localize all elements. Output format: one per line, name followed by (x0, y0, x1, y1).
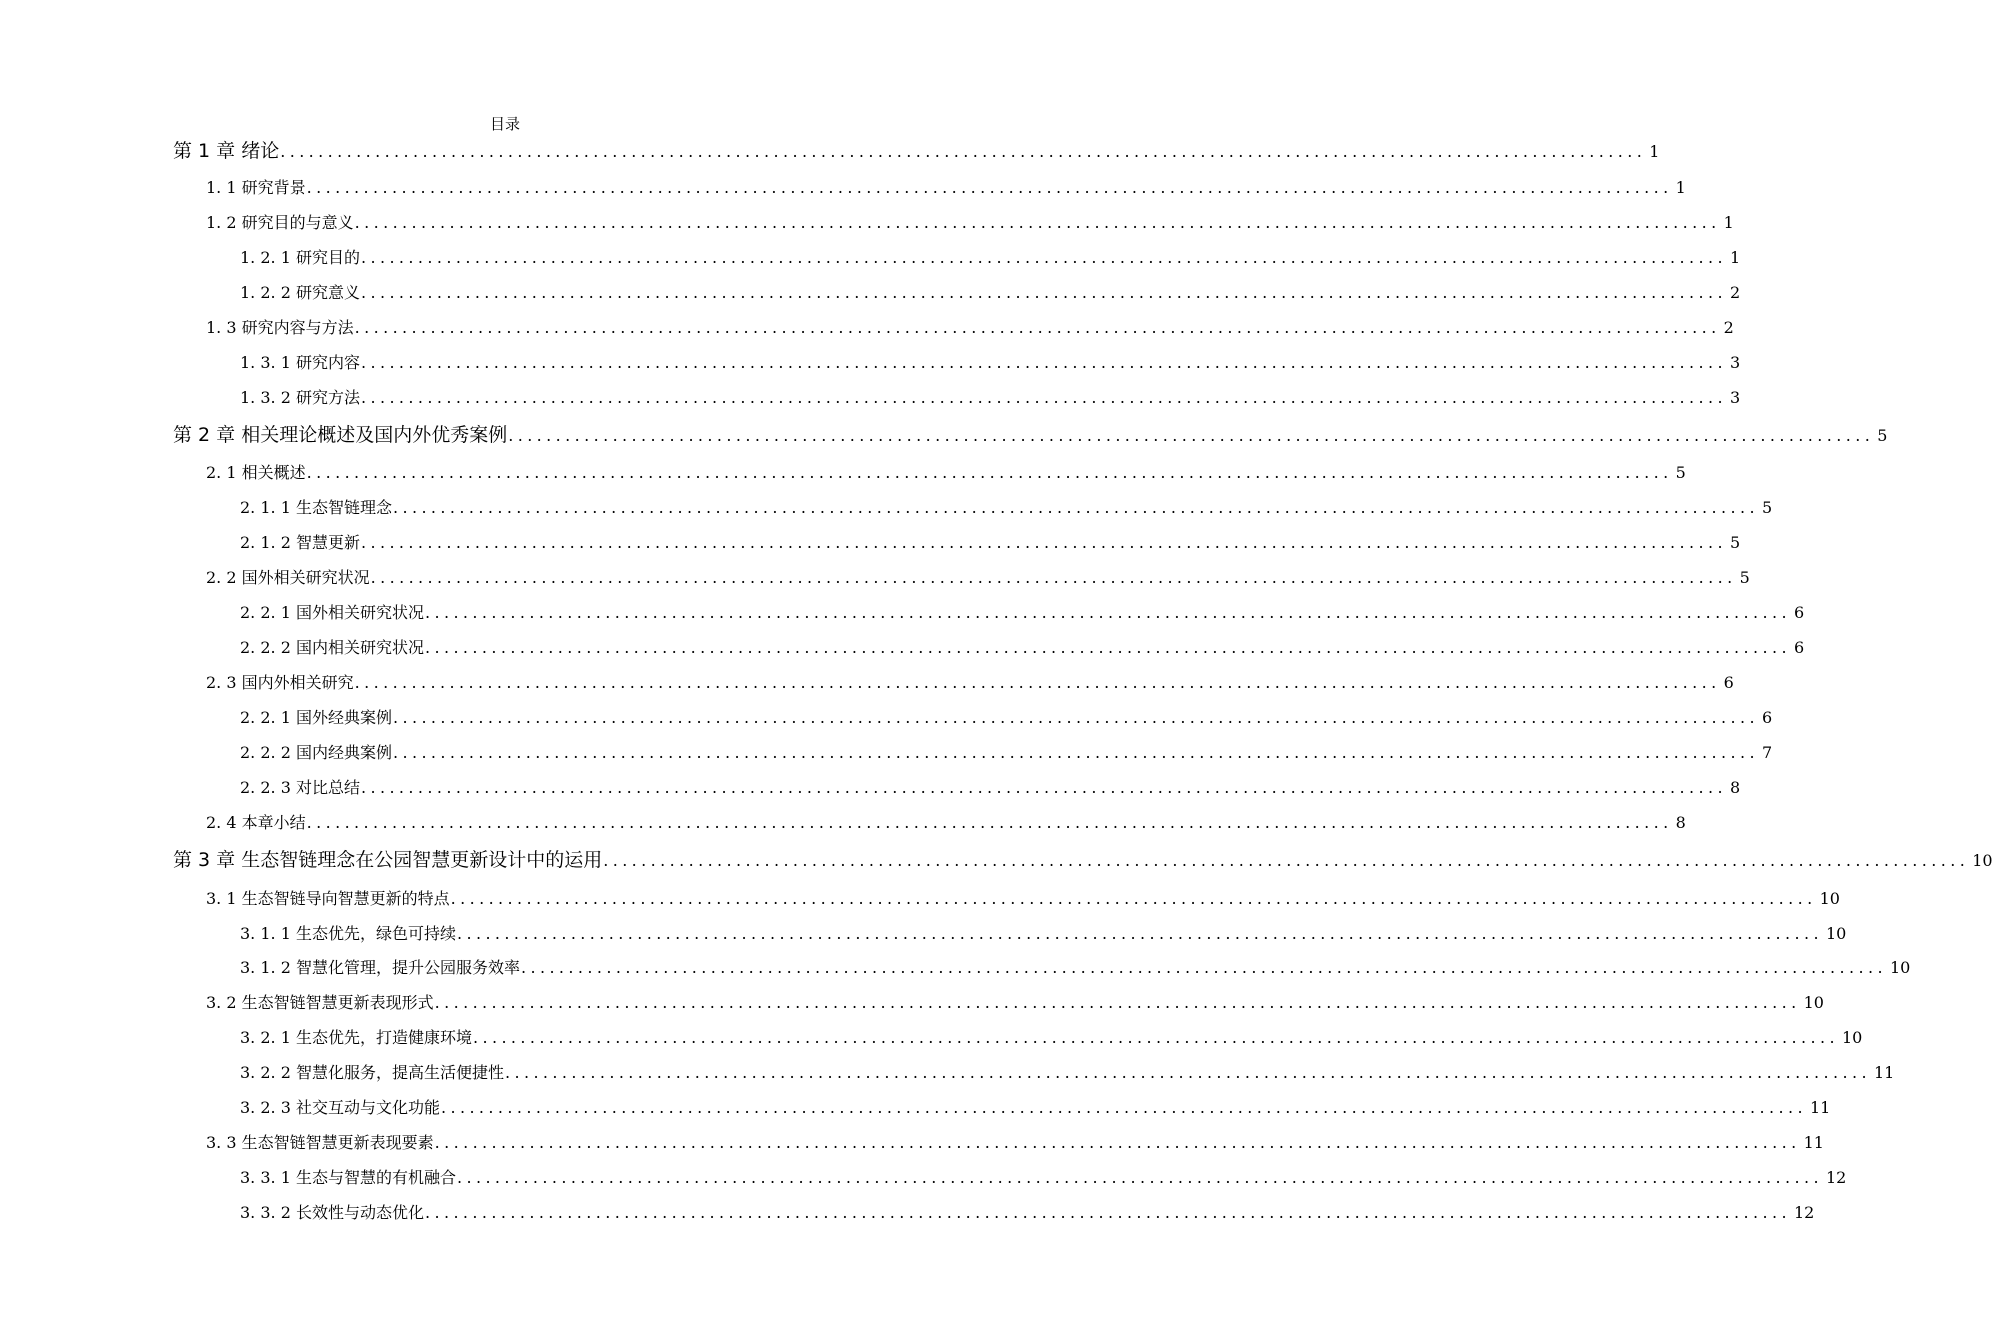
toc-leader-dots: ................................................................................................................................................ (508, 426, 1875, 445)
toc-leader-dots: ................................................................................................................................................ (434, 993, 1801, 1012)
toc-entry-label: 2. 4 本章小结 (206, 813, 306, 832)
toc-leader-dots: ................................................................................................................................................ (456, 1168, 1823, 1187)
toc-entry[interactable] (206, 990, 1824, 1013)
toc-page-number: 12 (1793, 1203, 1815, 1222)
toc-entry[interactable] (206, 210, 1734, 233)
toc-page-number: 1 (1675, 178, 1686, 197)
toc-entry[interactable] (240, 635, 1805, 658)
toc-entry[interactable] (240, 495, 1773, 518)
toc-page-number: 2 (1729, 283, 1741, 302)
toc-page-number: 6 (1793, 638, 1805, 657)
toc-leader-dots: ................................................................................................................................................ (392, 498, 1759, 517)
toc-entry-label: 1. 1 研究背景 (206, 178, 306, 197)
toc-leader-dots: ................................................................................................................................................ (354, 213, 1721, 232)
toc-entry-label: 第 1 章 绪论 (173, 140, 280, 162)
toc-entry[interactable] (240, 600, 1805, 623)
toc-entry-label: 2. 2. 3 对比总结 (240, 778, 360, 797)
toc-leader-dots: ................................................................................................................................................ (424, 1203, 1791, 1222)
toc-entry[interactable] (173, 420, 1888, 447)
toc-entry-label: 2. 2. 1 国外经典案例 (240, 708, 392, 727)
toc-entry-label: 3. 3 生态智链智慧更新表现要素 (206, 1133, 434, 1152)
toc-entry-label: 2. 1 相关概述 (206, 463, 306, 482)
toc-leader-dots: ................................................................................................................................................ (360, 778, 1727, 797)
toc-leader-dots: ................................................................................................................................................ (504, 1063, 1871, 1082)
toc-leader-dots: ................................................................................................................................................ (360, 353, 1727, 372)
toc-page-number: 10 (1819, 889, 1840, 908)
toc-leader-dots: ................................................................................................................................................ (424, 603, 1791, 622)
toc-page-number: 10 (1972, 851, 1993, 870)
toc-entry-label: 3. 3. 2 长效性与动态优化 (240, 1203, 424, 1222)
toc-entry-label: 3. 2. 2 智慧化服务，提高生活便捷性 (240, 1063, 504, 1082)
toc-page-number: 3 (1729, 388, 1741, 407)
toc-page-number: 8 (1675, 813, 1686, 832)
toc-entry-label: 1. 3 研究内容与方法 (206, 318, 354, 337)
toc-leader-dots: ................................................................................................................................................ (306, 463, 1673, 482)
toc-page-number: 5 (1877, 426, 1888, 445)
toc-entry-label: 2. 3 国内外相关研究 (206, 673, 354, 692)
toc-entry[interactable] (240, 245, 1741, 268)
toc-entry[interactable] (173, 845, 1993, 872)
toc-entry[interactable] (206, 810, 1686, 833)
toc-page-number: 2 (1723, 318, 1734, 337)
toc-leader-dots: ................................................................................................................................................ (360, 388, 1727, 407)
toc-entry[interactable] (206, 565, 1750, 588)
toc-leader-dots: ................................................................................................................................................ (434, 1133, 1801, 1152)
toc-entry[interactable] (240, 280, 1741, 303)
toc-leader-dots: ................................................................................................................................................ (440, 1098, 1807, 1117)
toc-entry-label: 1. 2 研究目的与意义 (206, 213, 354, 232)
toc-entry[interactable] (240, 530, 1741, 553)
toc-page-number: 6 (1723, 673, 1734, 692)
toc-leader-dots: ................................................................................................................................................ (472, 1028, 1839, 1047)
toc-entry-label: 3. 1. 2 智慧化管理，提升公园服务效率 (240, 958, 520, 977)
toc-page-number: 11 (1809, 1098, 1831, 1117)
toc-page-number: 1 (1723, 213, 1734, 232)
toc-page-number: 6 (1793, 603, 1805, 622)
toc-page-number: 5 (1761, 498, 1773, 517)
toc-leader-dots: ................................................................................................................................................ (392, 708, 1759, 727)
toc-page-number: 10 (1841, 1028, 1863, 1047)
toc-entry[interactable] (240, 775, 1741, 798)
toc-entry[interactable] (206, 670, 1734, 693)
toc-leader-dots: ................................................................................................................................................ (424, 638, 1791, 657)
toc-entry-label: 2. 2. 2 国内相关研究状况 (240, 638, 424, 657)
toc-leader-dots: ................................................................................................................................................ (392, 743, 1759, 762)
toc-page-number: 7 (1761, 743, 1773, 762)
toc-entry[interactable] (240, 955, 1911, 978)
toc-leader-dots: ................................................................................................................................................ (603, 851, 1970, 870)
toc-entry[interactable] (240, 385, 1741, 408)
toc-entry[interactable] (240, 921, 1847, 944)
toc-page-number: 10 (1825, 924, 1847, 943)
toc-leader-dots: ................................................................................................................................................ (360, 248, 1727, 267)
toc-entry[interactable] (206, 1130, 1824, 1153)
toc-page-number: 1 (1729, 248, 1741, 267)
toc-entry[interactable] (240, 1200, 1815, 1223)
toc-entry-label: 1. 3. 1 研究内容 (240, 353, 360, 372)
toc-entry-label: 第 3 章 生态智链理念在公园智慧更新设计中的运用 (173, 849, 603, 871)
toc-entry[interactable] (240, 740, 1773, 763)
toc-leader-dots: ................................................................................................................................................ (450, 889, 1817, 908)
toc-page-number: 11 (1803, 1133, 1824, 1152)
toc-entry-label: 2. 1. 2 智慧更新 (240, 533, 360, 552)
toc-entry[interactable] (240, 1025, 1863, 1048)
toc-entry-label: 1. 3. 2 研究方法 (240, 388, 360, 407)
toc-page-number: 10 (1803, 993, 1824, 1012)
toc-leader-dots: ................................................................................................................................................ (456, 924, 1823, 943)
toc-entry-label: 3. 1. 1 生态优先，绿色可持续 (240, 924, 456, 943)
toc-page-number: 8 (1729, 778, 1741, 797)
toc-entry[interactable] (240, 1060, 1895, 1083)
toc-leader-dots: ................................................................................................................................................ (354, 673, 1721, 692)
toc-entry[interactable] (206, 315, 1734, 338)
toc-entry[interactable] (240, 1095, 1831, 1118)
toc-entry-label: 2. 2 国外相关研究状况 (206, 568, 370, 587)
toc-entry-label: 3. 2 生态智链智慧更新表现形式 (206, 993, 434, 1012)
toc-page-number: 5 (1729, 533, 1741, 552)
toc-page-number: 6 (1761, 708, 1773, 727)
toc-entry[interactable] (240, 350, 1741, 373)
toc-entry[interactable] (240, 1165, 1847, 1188)
toc-entry[interactable] (206, 886, 1840, 909)
toc-leader-dots: ................................................................................................................................................ (360, 283, 1727, 302)
toc-entry-label: 1. 2. 1 研究目的 (240, 248, 360, 267)
toc-page-number: 11 (1873, 1063, 1895, 1082)
toc-page-number: 5 (1675, 463, 1686, 482)
toc-entry[interactable] (206, 175, 1686, 198)
toc-page-number: 12 (1825, 1168, 1847, 1187)
toc-title: 目录 (489, 115, 520, 133)
toc-leader-dots: ................................................................................................................................................ (354, 318, 1721, 337)
toc-page-number: 10 (1889, 958, 1911, 977)
toc-entry[interactable] (206, 460, 1686, 483)
toc-entry-label: 3. 1 生态智链导向智慧更新的特点 (206, 889, 450, 908)
toc-entry-label: 第 2 章 相关理论概述及国内外优秀案例 (173, 424, 508, 446)
toc-entry-label: 2. 1. 1 生态智链理念 (240, 498, 392, 517)
toc-page-number: 1 (1649, 142, 1660, 161)
toc-entry[interactable] (240, 705, 1773, 728)
toc-entry-label: 3. 3. 1 生态与智慧的有机融合 (240, 1168, 456, 1187)
toc-leader-dots: ................................................................................................................................................ (306, 813, 1673, 832)
toc-entry-label: 1. 2. 2 研究意义 (240, 283, 360, 302)
toc-leader-dots: ................................................................................................................................................ (360, 533, 1727, 552)
toc-leader-dots: ................................................................................................................................................ (306, 178, 1673, 197)
toc-page-number: 5 (1739, 568, 1750, 587)
toc-leader-dots: ................................................................................................................................................ (370, 568, 1737, 587)
toc-page-number: 3 (1729, 353, 1741, 372)
toc-entry-label: 2. 2. 2 国内经典案例 (240, 743, 392, 762)
toc-entry-label: 3. 2. 3 社交互动与文化功能 (240, 1098, 440, 1117)
toc-leader-dots: ................................................................................................................................................ (280, 142, 1647, 161)
toc-entry[interactable] (173, 136, 1660, 163)
toc-leader-dots: ................................................................................................................................................ (520, 958, 1887, 977)
toc-entry-label: 2. 2. 1 国外相关研究状况 (240, 603, 424, 622)
toc-entry-label: 3. 2. 1 生态优先，打造健康环境 (240, 1028, 472, 1047)
